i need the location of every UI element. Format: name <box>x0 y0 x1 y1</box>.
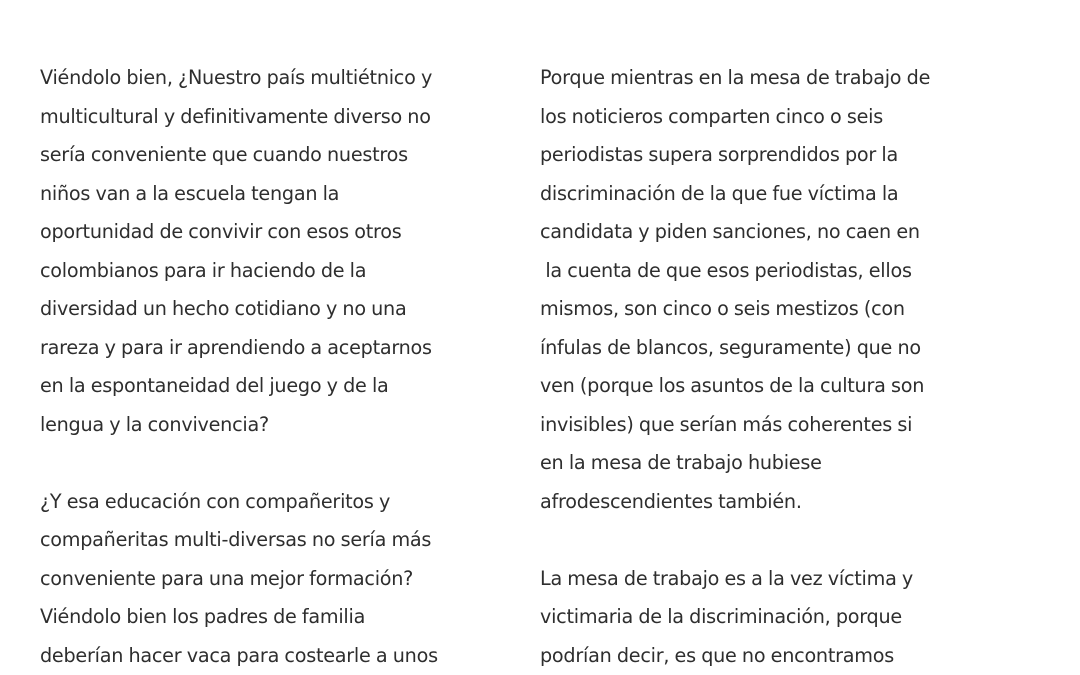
text-line: ven (porque los asuntos de la cultura son <box>540 374 925 397</box>
text-line: Porque mientras en la mesa de trabajo de <box>540 66 931 89</box>
text-line: colombianos para ir haciendo de la <box>40 258 367 282</box>
text-line: multicultural y definitivamente diverso no <box>40 104 431 128</box>
text-line: sería conveniente que cuando nuestros <box>40 143 408 166</box>
text-line: periodistas supera sorprendidos por la <box>540 143 898 166</box>
text-line: mismos, son cinco o seis mestizos (con <box>540 297 905 320</box>
text-line: deberían hacer vaca para costearle a unos <box>40 643 438 667</box>
text-line: candidata y piden sanciones, no caen en <box>540 220 920 243</box>
left-text-column <box>40 59 520 675</box>
text-line: discriminación de la que fue víctima la <box>540 181 899 205</box>
text-line: compañeritas multi-diversas no sería más <box>40 528 432 551</box>
text-line: oportunidad de convivir con esos otros <box>40 220 402 243</box>
text-line: invisibles) que serían más coherentes si <box>540 412 913 436</box>
text-line: victimaria de la discriminación, porque <box>540 605 902 628</box>
text-line: la cuenta de que esos periodistas, ellos <box>540 258 912 282</box>
text-line: ¿Y esa educación con compañeritos y <box>40 489 391 513</box>
text-line: diversidad un hecho cotidiano y no una <box>40 297 407 320</box>
text-line: en la espontaneidad del juego y de la <box>40 374 389 397</box>
right-text-column <box>540 59 1020 675</box>
text-line: ínfulas de blancos, seguramente) que no <box>540 335 921 359</box>
text-line: La mesa de trabajo es a la vez víctima y <box>540 566 914 590</box>
text-line: lengua y la convivencia? <box>40 412 269 436</box>
text-line: en la mesa de trabajo hubiese <box>540 451 822 474</box>
text-line: conveniente para una mejor formación? <box>40 566 414 590</box>
text-line: niños van a la escuela tengan la <box>40 181 340 205</box>
text-line: rareza y para ir aprendiendo a aceptarnos <box>40 335 432 359</box>
text-line: afrodescendientes también. <box>540 489 802 513</box>
text-line: podrían decir, es que no encontramos <box>540 643 894 667</box>
paragraph-gap <box>40 444 520 483</box>
paragraph-gap <box>540 521 1020 560</box>
text-line: Viéndolo bien los padres de familia <box>40 605 366 628</box>
text-line: Viéndolo bien, ¿Nuestro país multiétnico y <box>40 66 433 89</box>
text-line: los noticieros comparten cinco o seis <box>540 104 883 128</box>
